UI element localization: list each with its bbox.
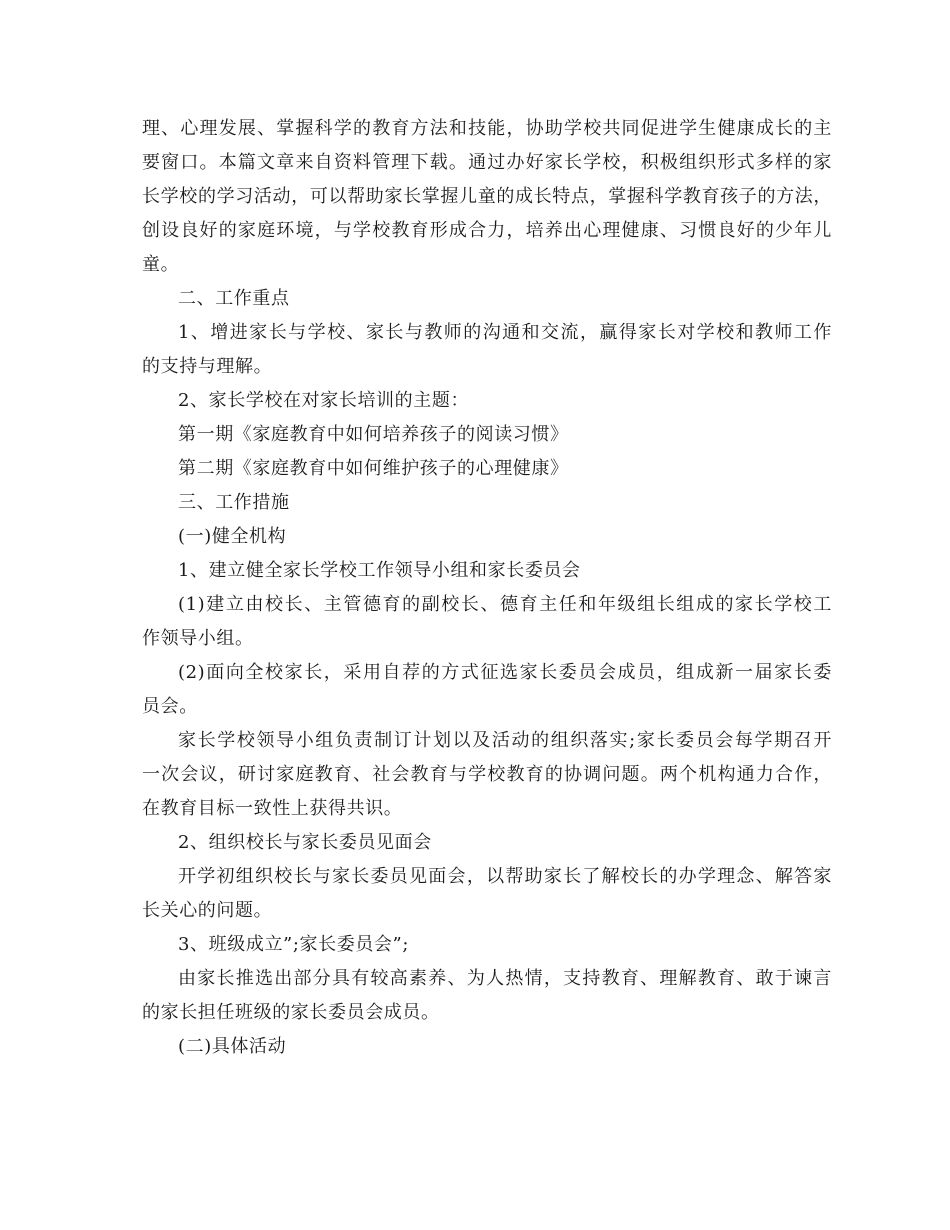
paragraph-line: 1、建立健全家长学校工作领导小组和家长委员会 <box>178 560 581 581</box>
section-heading: 二、工作重点 <box>178 288 290 309</box>
paragraph-line: 童。 <box>142 254 180 275</box>
list-item: 第二期《家庭教育中如何维护孩子的心理健康》 <box>178 458 569 479</box>
paragraph-line: 在教育目标一致性上获得共识。 <box>142 798 403 819</box>
list-item: 第一期《家庭教育中如何培养孩子的阅读习惯》 <box>178 424 569 445</box>
paragraph-line: 要窗口。本篇文章来自资料管理下载。通过办好家长学校，积极组织形式多样的家 <box>142 152 832 173</box>
paragraph-line: (1)建立由校长、主管德育的副校长、德育主任和年级组长组成的家长学校工 <box>178 594 832 615</box>
paragraph-line: 作领导小组。 <box>142 628 254 649</box>
paragraph-line: 由家长推选出部分具有较高素养、为人热情，支持教育、理解教育、敢于谏言 <box>178 968 832 989</box>
section-heading: 三、工作措施 <box>178 492 290 513</box>
paragraph-line: 1、增进家长与学校、家长与教师的沟通和交流，赢得家长对学校和教师工作 <box>178 322 832 343</box>
paragraph-line: (2)面向全校家长，采用自荐的方式征选家长委员会成员，组成新一届家长委 <box>178 662 832 683</box>
paragraph-line: 家长学校领导小组负责制订计划以及活动的组织落实;家长委员会每学期召开 <box>178 730 832 751</box>
paragraph-line: 2、组织校长与家长委员见面会 <box>178 832 432 853</box>
paragraph-line: 员会。 <box>142 696 198 717</box>
paragraph-line: 理、心理发展、掌握科学的教育方法和技能，协助学校共同促进学生健康成长的主 <box>142 118 832 139</box>
paragraph-line: 3、班级成立”;家长委员会”; <box>178 934 409 955</box>
document-body <box>142 112 832 1064</box>
paragraph-line: 创设良好的家庭环境，与学校教育形成合力，培养出心理健康、习惯良好的少年儿 <box>142 220 832 241</box>
paragraph-line: 的家长担任班级的家长委员会成员。 <box>142 1002 440 1023</box>
subsection-heading: (二)具体活动 <box>178 1036 287 1057</box>
paragraph-line: 长关心的问题。 <box>142 900 273 921</box>
paragraph-line: 2、家长学校在对家长培训的主题： <box>178 390 470 411</box>
subsection-heading: (一)健全机构 <box>178 526 287 547</box>
paragraph-line: 一次会议，研讨家庭教育、社会教育与学校教育的协调问题。两个机构通力合作， <box>142 764 832 785</box>
paragraph-line: 的支持与理解。 <box>142 356 273 377</box>
paragraph-line: 长学校的学习活动，可以帮助家长掌握儿童的成长特点，掌握科学教育孩子的方法， <box>142 186 832 207</box>
paragraph-line: 开学初组织校长与家长委员见面会，以帮助家长了解校长的办学理念、解答家 <box>178 866 832 887</box>
